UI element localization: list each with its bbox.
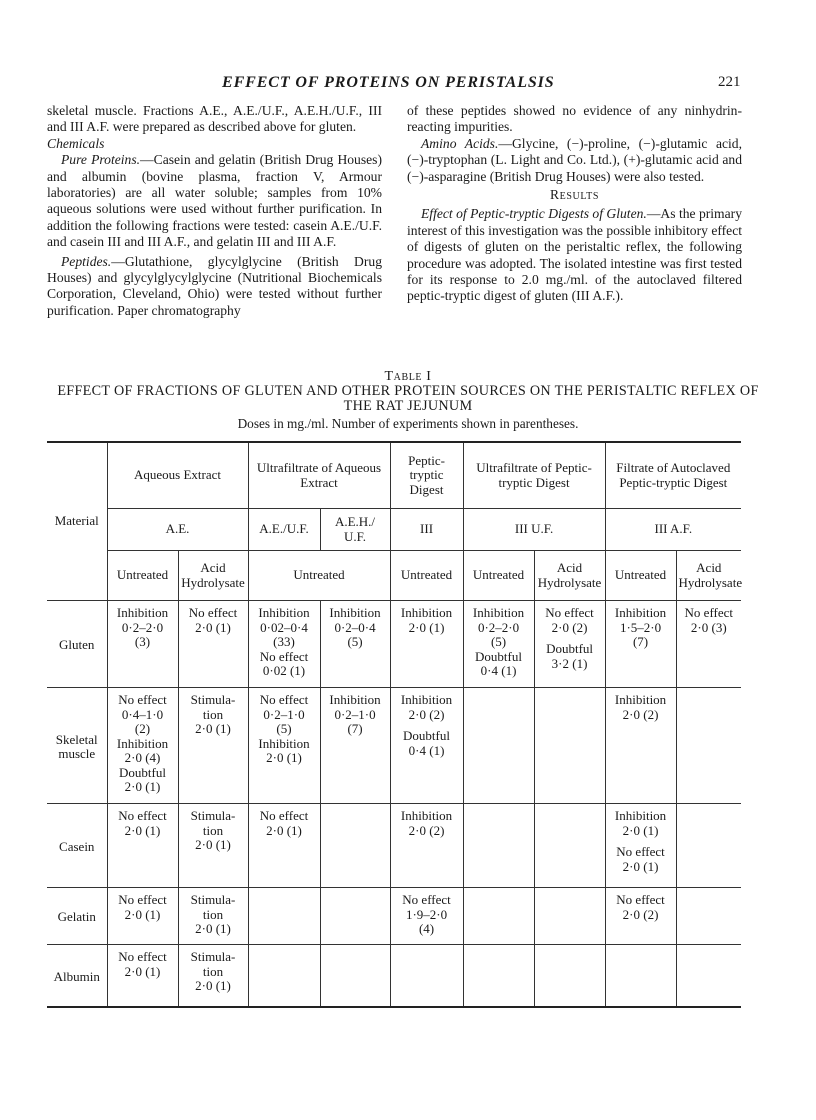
data-cell [178,804,248,888]
cell-line: 0·2–2·0 [477,619,520,635]
data-cell [605,688,676,804]
cell-line: Stimula- [190,892,236,907]
treatment-header: Acid Hydrolysate [676,551,741,601]
paragraph-text: —As the primary interest of this investigation was the possible inhibitory effect of digests of gluten on the peristaltic reflex, the following procedure was adopted. The isolated intestine was first tested for its response to 2.0 mg./ml. of the autoclaved filtered peptic-tryptic digest of gluten (III A.F.). [407,206,742,304]
data-cell [463,688,534,804]
cell-line: Inhibition [400,692,453,707]
cell-line: 2·0 (2) [408,822,445,838]
paragraph-text: —Glycine, (−)-proline, (−)-glutamic acid, (−)-tryptophan (L. Light and Co. Ltd.), (+)-glutamic acid and (−)-asparagine (British Drug Houses) were also tested. [407,135,742,184]
data-cell [605,945,676,1008]
cell-line: Doubtful [403,728,450,743]
cell-line: 0·02–0·4 [260,619,308,635]
cell-line: Gluten [59,637,95,653]
cell-line: 0·4–1·0 [121,706,164,722]
treatment-header: Untreated [605,551,676,601]
data-cell [248,888,320,945]
cell-line: (4) [418,921,435,936]
cell-line: 2·0 (1) [124,906,161,922]
cell-line: (2) [134,721,151,736]
cell-line: Inhibition [329,605,381,620]
data-cell [107,888,178,945]
data-cell [390,688,463,804]
treatment-header: Untreated [107,551,178,601]
data-cell [676,888,741,945]
data-cell [248,804,320,888]
material-cell [47,888,107,945]
cell-line: (7) [632,634,649,649]
paragraph: skeletal muscle. Fractions A.E., A.E./U.F., A.E.H./U.F., III and III A.F. were prepared as described above for gluten. [47,103,382,135]
cell-line: 0·2–1·0 [334,706,376,722]
cell-line: No effect [545,605,594,620]
right-column [407,103,742,305]
cell-line: 2·0 (2) [551,619,588,635]
data-cell [320,688,390,804]
data-cell [107,688,178,804]
paragraph-pure-proteins [47,152,382,250]
data-cell [676,688,741,804]
cell-line: 0·02 (1) [262,663,306,678]
data-cell [463,945,534,1008]
cell-line: 2·0 (1) [266,750,302,765]
cell-line: Inhibition [614,692,667,707]
run-in-heading: Pure Proteins. [61,152,141,168]
fraction-header: A.E.H./ U.F. [320,509,390,551]
cell-line: No effect [616,844,665,859]
cell-line: tion [202,906,224,922]
paragraph-text: —Glutathione, glycylglycine (British Drug Houses) and glycylglycylglycine (Nutritional Biochemicals Corporation, Cleveland, Ohio) were tested without further purification. Paper chromatography [47,253,382,318]
paragraph-amino-acids [407,136,742,185]
data-cell [107,945,178,1008]
cell-line: No effect [616,892,665,907]
cell-line: tion [202,822,224,838]
cell-line: No effect [259,692,309,707]
data-cell [178,945,248,1008]
fraction-header: III A.F. [605,509,741,551]
data-cell [605,804,676,888]
data-cell [676,945,741,1008]
material-cell [47,804,107,888]
data-cell [534,804,605,888]
cell-line: Stimula- [190,692,236,707]
cell-line: 2·0 (1) [622,822,659,838]
table-row [47,888,741,945]
data-cell [676,804,741,888]
table-row [47,688,741,804]
cell-line: 1·5–2·0 [619,619,662,635]
cell-line: Stimula- [190,949,236,964]
data-cell [390,945,463,1008]
treatment-header: Acid Hydrolysate [534,551,605,601]
paragraph: of these peptides showed no evidence of any ninhydrin-reacting impurities. [407,103,742,135]
cell-line: 0·2–0·4 [334,619,376,635]
data-cell [605,601,676,688]
cell-line: (7) [347,721,363,736]
data-cell [390,888,463,945]
cell-line: No effect [684,605,734,620]
paragraph-effect [407,206,742,304]
group-header: Filtrate of Autoclaved Peptic-tryptic Digest [605,442,741,509]
data-cell [676,601,741,688]
treatment-header: Untreated [390,551,463,601]
cell-line: Inhibition [472,605,525,620]
material-cell [47,945,107,1008]
cell-line: 2·0 (1) [266,822,302,838]
cell-line: (5) [490,634,507,649]
treatment-header: Untreated [463,551,534,601]
table-row [47,601,741,688]
cell-line: 2·0 (1) [195,619,231,635]
data-cell [463,601,534,688]
data-cell [463,804,534,888]
fraction-header: III [390,509,463,551]
data-cell [248,601,320,688]
cell-line: 0·4 (1) [480,663,517,678]
paragraph-text: —Casein and gelatin (British Drug Houses) and albumin (bovine plasma, fraction V, Armour laboratories) are all water soluble; samples from 10% aqueous solutions were used without further purification. In addition the following fractions were tested: casein A.E./U.F. and casein III and III A.F., and gelatin III and III A.F. [47,152,382,250]
data-cell [534,945,605,1008]
data-cell [178,688,248,804]
section-heading-results: Results [549,187,600,203]
cell-line: No effect [188,605,238,620]
cell-line: Casein [59,838,95,854]
table-title: EFFECT OF FRACTIONS OF GLUTEN AND OTHER PROTEIN SOURCES ON THE PERISTALTIC REFLEX OF THE RAT JEJUNUM [57,383,759,414]
results-table [47,441,741,1008]
material-cell [47,601,107,688]
cell-line: No effect [118,892,167,907]
table-row [47,945,741,1008]
cell-line: Inhibition [258,735,310,751]
cell-line: 2·0 (1) [195,837,231,852]
group-header: Ultrafiltrate of Peptic-tryptic Digest [463,442,605,509]
cell-line: 3·2 (1) [551,655,588,671]
cell-line: Inhibition [614,808,667,823]
cell-line: 2·0 (3) [690,619,727,635]
data-cell [248,688,320,804]
cell-line: No effect [259,648,309,664]
cell-line: Gelatin [57,909,96,925]
cell-line: Inhibition [116,605,169,620]
data-cell [178,888,248,945]
material-cell [47,688,107,804]
data-cell [107,804,178,888]
data-cell [320,601,390,688]
cell-line: No effect [118,949,167,964]
cell-line: Inhibition [258,605,310,620]
cell-line: (33) [273,634,295,649]
cell-line: Doubtful [546,641,594,656]
data-cell [107,601,178,688]
treatment-header: Acid Hydrolysate [178,551,248,601]
cell-line: 2·0 (1) [124,822,161,838]
cell-line: 2·0 (1) [195,721,231,736]
cell-line: Skeletal [55,731,98,747]
cell-line: No effect [402,892,451,907]
data-cell [390,804,463,888]
data-cell [463,888,534,945]
cell-line: (3) [134,634,151,649]
data-cell [248,945,320,1008]
cell-line: 2·0 (2) [622,906,659,922]
paragraph-peptides [47,254,382,320]
cell-line: 2·0 (2) [622,706,659,722]
treatment-header: Untreated [248,551,390,601]
table-body [47,601,741,1008]
cell-line: Inhibition [400,808,453,823]
cell-line: Inhibition [329,692,381,707]
cell-line: No effect [118,808,167,823]
cell-line: 1·9–2·0 [405,906,448,922]
cell-line: 2·0 (1) [124,963,161,979]
cell-line: 0·2–2·0 [121,619,164,635]
run-in-heading: Effect of Peptic-tryptic Digests of Gluten. [421,206,647,222]
data-cell [534,601,605,688]
cell-line: Doubtful [119,764,166,780]
cell-line: tion [202,963,224,979]
fraction-header: A.E./U.F. [248,509,320,551]
cell-line: 2·0 (1) [408,619,445,635]
cell-line: 2·0 (1) [195,921,231,936]
left-column [47,103,382,319]
cell-line: Inhibition [614,605,667,620]
cell-line: 2·0 (1) [195,978,231,993]
cell-line: 2·0 (1) [124,779,161,794]
fraction-header: III U.F. [463,509,605,551]
data-cell [178,601,248,688]
cell-line: tion [202,706,224,722]
data-cell [534,688,605,804]
cell-line: Inhibition [400,605,453,620]
cell-line: 2·0 (1) [622,858,659,874]
cell-line: (5) [347,634,363,649]
cell-line: (5) [276,721,292,736]
cell-line: 0·2–1·0 [263,706,305,722]
fraction-header: A.E. [107,509,248,551]
cell-line: Inhibition [116,735,169,751]
table-note: Doses in mg./ml. Number of experiments shown in parentheses. [237,416,579,431]
cell-line: No effect [118,692,167,707]
data-cell [320,804,390,888]
cell-line: 2·0 (2) [408,706,445,722]
material-header: Material [47,442,107,601]
cell-line: 0·4 (1) [408,742,445,758]
group-header: Peptic-tryptic Digest [390,442,463,509]
cell-line: Albumin [53,968,100,984]
cell-line: 2·0 (4) [124,750,161,765]
run-in-heading: Amino Acids. [421,135,499,151]
table-label: Table I [384,369,432,384]
cell-line: No effect [259,808,309,823]
page-number: 221 [718,74,741,90]
group-header: Ultrafiltrate of Aqueous Extract [248,442,390,509]
section-heading-chemicals: Chemicals [47,135,105,151]
cell-line: Doubtful [475,648,522,664]
data-cell [390,601,463,688]
running-head [0,74,816,96]
running-title: EFFECT OF PROTEINS ON PERISTALSIS [222,74,555,91]
group-header: Aqueous Extract [107,442,248,509]
data-cell [534,888,605,945]
data-cell [320,945,390,1008]
table-row [47,804,741,888]
cell-line: muscle [58,746,96,761]
run-in-heading: Peptides. [61,253,112,269]
data-cell [320,888,390,945]
cell-line: Stimula- [190,808,236,823]
data-cell [605,888,676,945]
